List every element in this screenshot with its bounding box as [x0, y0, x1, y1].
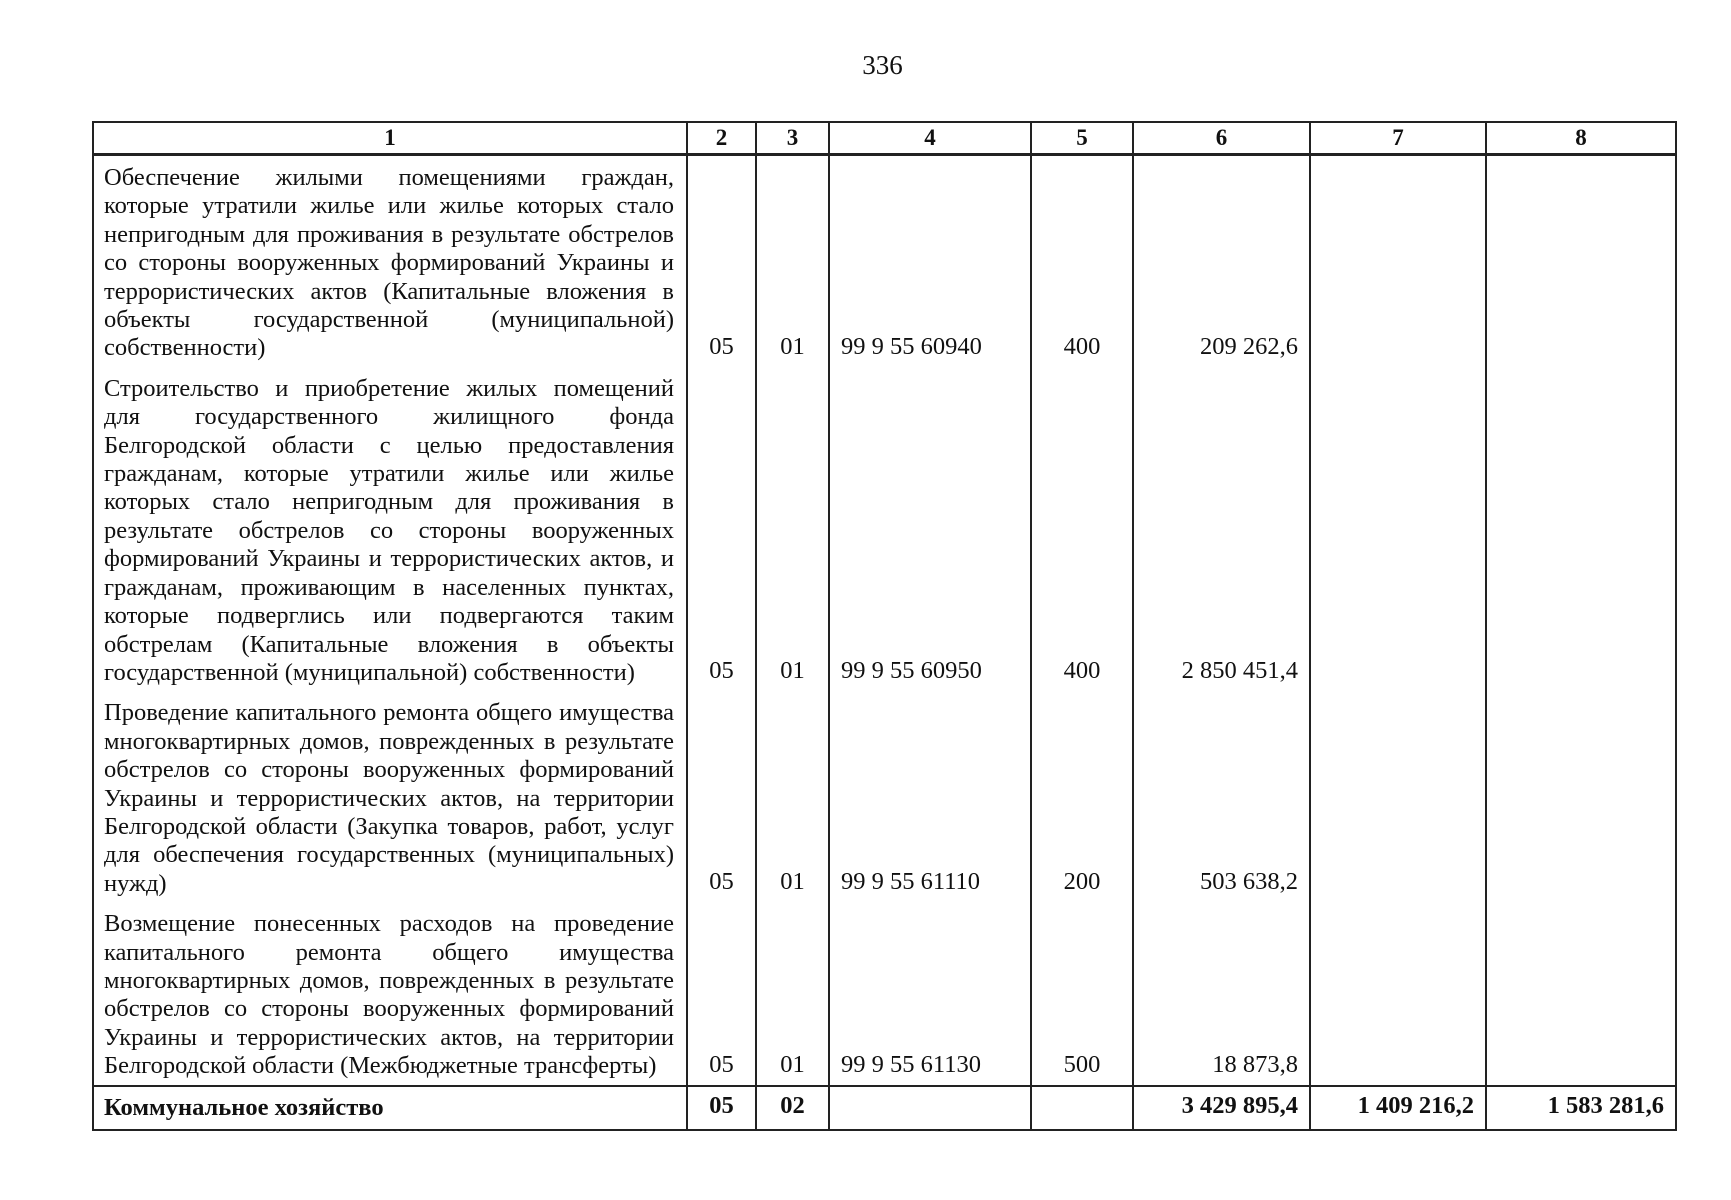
- target-article-cell: 99 9 55 60950: [829, 367, 1031, 691]
- table-row: [93, 367, 1676, 691]
- total-row: [93, 1086, 1676, 1130]
- total-target-article-cell: [829, 1086, 1031, 1130]
- table-row: [93, 155, 1676, 367]
- row-name-cell: Строительство и приобретение жилых помещений для государственного жилищного фонда Белгородской области с целью предоставления гражданам, которые утратили жилье или жилье которых стало непригодным для проживания в результате обстрелов со стороны вооруженных формирований Украины и террористических актов, и гражданам, проживающим в населенных пунктах, которые подверглись или подвергаются таким обстрелам (Капитальные вложения в объекты государственной (муниципальной) собственности): [93, 367, 687, 691]
- amount-cell-col7: [1310, 367, 1486, 691]
- row-name-cell: Возмещение понесенных расходов на проведение капитального ремонта общего имущества многоквартирных домов, поврежденных в результате обстрелов со стороны вооруженных формирований Украины и террористических актов, на территории Белгородской области (Межбюджетные трансферты): [93, 902, 687, 1085]
- amount-cell-col7: [1310, 155, 1486, 367]
- total-amount-col6: 3 429 895,4: [1133, 1086, 1310, 1130]
- subsection-code-cell: 01: [756, 367, 829, 691]
- expense-type-cell: 500: [1031, 902, 1133, 1085]
- amount-cell-col6: 503 638,2: [1133, 691, 1310, 902]
- total-section-code-cell: 05: [687, 1086, 756, 1130]
- subsection-code-cell: 01: [756, 691, 829, 902]
- section-code-cell: 05: [687, 691, 756, 902]
- total-subsection-code-cell: 02: [756, 1086, 829, 1130]
- header-col-5: 5: [1031, 122, 1133, 155]
- header-col-1: 1: [93, 122, 687, 155]
- section-code-cell: 05: [687, 902, 756, 1085]
- target-article-cell: 99 9 55 60940: [829, 155, 1031, 367]
- table-header-row: [93, 122, 1676, 155]
- subsection-code-cell: 01: [756, 902, 829, 1085]
- target-article-cell: 99 9 55 61110: [829, 691, 1031, 902]
- header-col-8: 8: [1486, 122, 1676, 155]
- amount-cell-col8: [1486, 691, 1676, 902]
- total-amount-col7: 1 409 216,2: [1310, 1086, 1486, 1130]
- header-col-3: 3: [756, 122, 829, 155]
- row-name-cell: Проведение капитального ремонта общего имущества многоквартирных домов, поврежденных в результате обстрелов со стороны вооруженных формирований Украины и террористических актов, на территории Белгородской области (Закупка товаров, работ, услуг для обеспечения государственных (муниципальных) нужд): [93, 691, 687, 902]
- page-number: 336: [862, 50, 903, 80]
- total-expense-type-cell: [1031, 1086, 1133, 1130]
- table-row: [93, 691, 1676, 902]
- expense-type-cell: 400: [1031, 367, 1133, 691]
- subsection-code-cell: 01: [756, 155, 829, 367]
- section-code-cell: 05: [687, 155, 756, 367]
- amount-cell-col7: [1310, 691, 1486, 902]
- amount-cell-col8: [1486, 367, 1676, 691]
- target-article-cell: 99 9 55 61130: [829, 902, 1031, 1085]
- total-amount-col8: 1 583 281,6: [1486, 1086, 1676, 1130]
- amount-cell-col8: [1486, 155, 1676, 367]
- table-row: [93, 902, 1676, 1085]
- amount-cell-col6: 2 850 451,4: [1133, 367, 1310, 691]
- header-col-7: 7: [1310, 122, 1486, 155]
- amount-cell-col7: [1310, 902, 1486, 1085]
- total-row-name-cell: Коммунальное хозяйство: [93, 1086, 687, 1130]
- header-col-4: 4: [829, 122, 1031, 155]
- amount-cell-col6: 18 873,8: [1133, 902, 1310, 1085]
- expense-type-cell: 200: [1031, 691, 1133, 902]
- header-col-6: 6: [1133, 122, 1310, 155]
- amount-cell-col8: [1486, 902, 1676, 1085]
- row-name-cell: Обеспечение жилыми помещениями граждан, которые утратили жилье или жилье которых стало непригодным для проживания в результате обстрелов со стороны вооруженных формирований Украины и террористических актов (Капитальные вложения в объекты государственной (муниципальной) собственности): [93, 155, 687, 367]
- header-col-2: 2: [687, 122, 756, 155]
- expense-type-cell: 400: [1031, 155, 1133, 367]
- section-code-cell: 05: [687, 367, 756, 691]
- amount-cell-col6: 209 262,6: [1133, 155, 1310, 367]
- budget-table: [92, 121, 1677, 1131]
